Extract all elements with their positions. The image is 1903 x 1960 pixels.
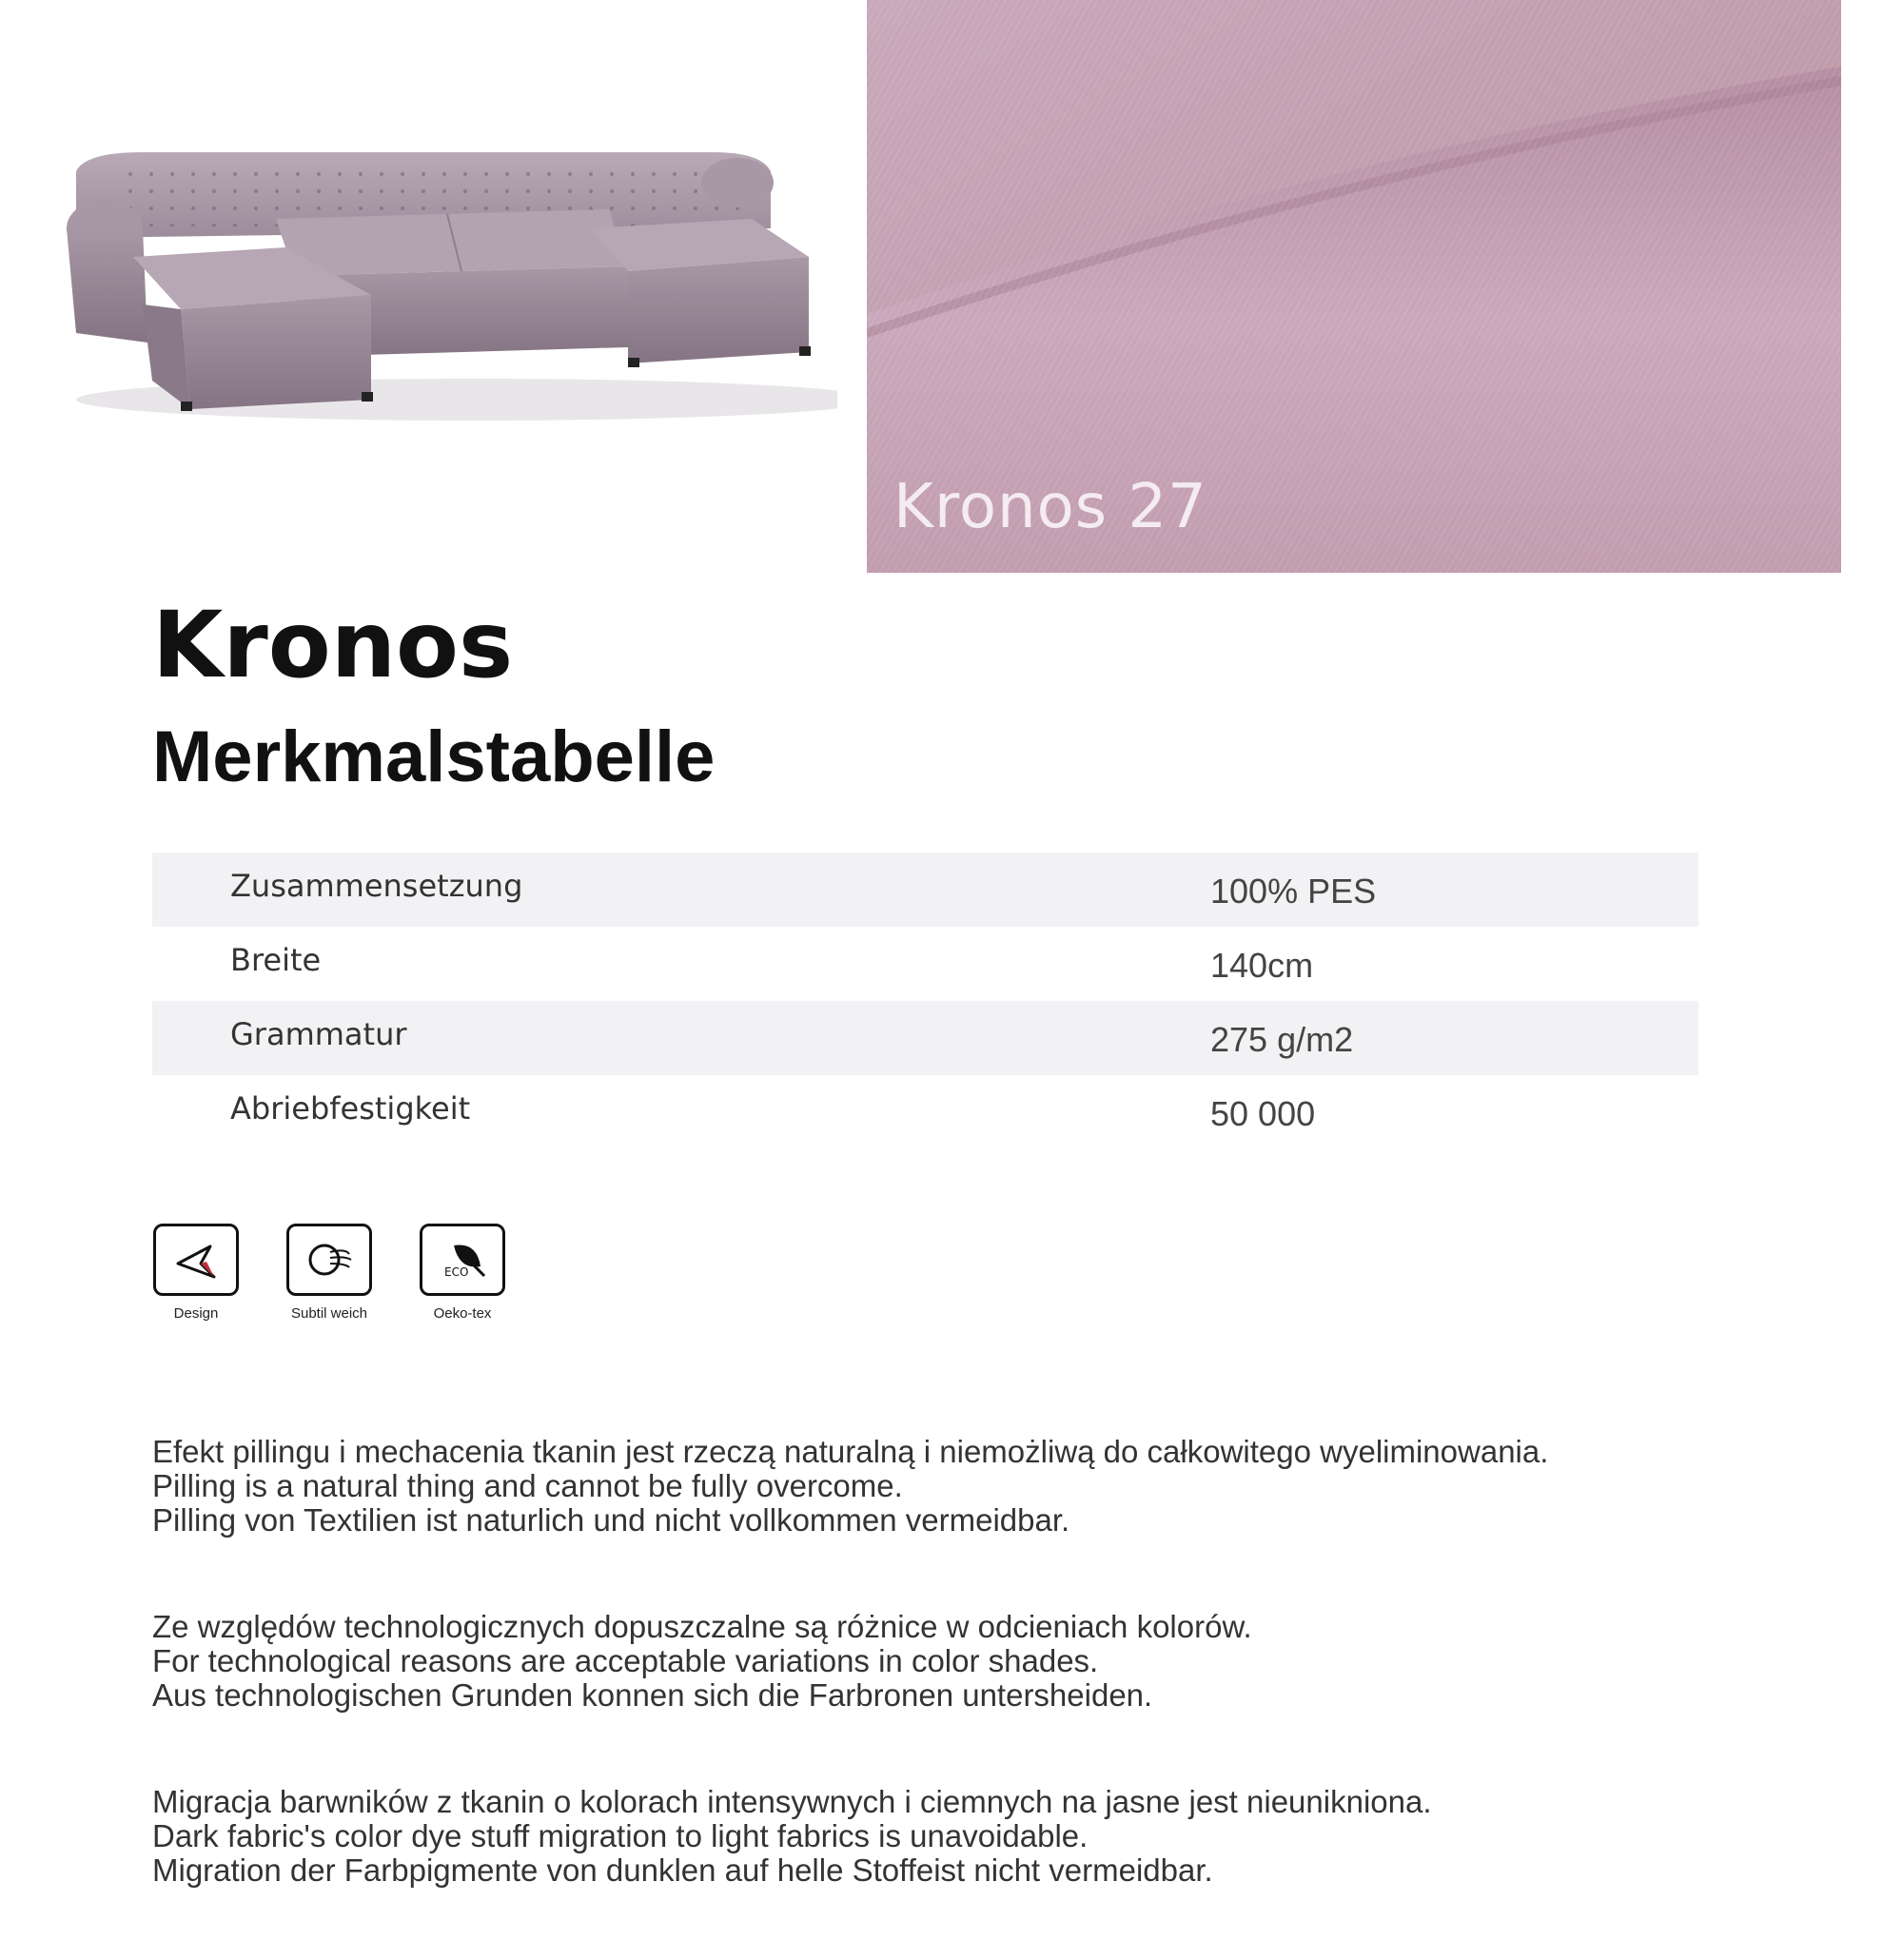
disclaimer-notes — [152, 1435, 1770, 1960]
soft-touch-icon — [286, 1224, 372, 1296]
product-title: Kronos — [152, 592, 514, 698]
spec-row — [152, 1001, 1698, 1075]
swatch-label: Kronos 27 — [893, 472, 1207, 542]
badge-label: Subtil weich — [290, 1305, 368, 1322]
note-line: Migracja barwników z tkanin o kolorach intensywnych i ciemnych na jasne jest nieunikniona. — [152, 1784, 1432, 1819]
eco-leaf-icon — [420, 1224, 505, 1296]
note-line: Pilling is a natural thing and cannot be fully overcome. — [152, 1468, 903, 1503]
note-line: Pilling von Textilien ist naturlich und nicht vollkommen vermeidbar. — [152, 1502, 1070, 1538]
spec-value: 140cm — [1210, 946, 1314, 985]
badge-label: Oeko-tex — [433, 1305, 492, 1322]
note-block — [152, 1785, 1770, 1888]
spec-label: Zusammensetzung — [230, 868, 523, 904]
badge-soft — [285, 1224, 373, 1322]
badge-design — [152, 1224, 240, 1322]
note-line: Efekt pillingu i mechacenia tkanin jest rzeczą naturalną i niemożliwą do całkowitego wyeliminowania. — [152, 1434, 1549, 1469]
spec-row — [152, 853, 1698, 927]
note-line: Dark fabric's color dye stuff migration to light fabrics is unavoidable. — [152, 1818, 1089, 1853]
design-icon — [153, 1224, 239, 1296]
note-line: Migration der Farbpigmente von dunklen auf helle Stoffeist nicht vermeidbar. — [152, 1852, 1213, 1888]
product-subtitle: Merkmalstabelle — [152, 716, 716, 797]
spec-label: Abriebfestigkeit — [230, 1090, 471, 1127]
note-line: Ze względów technologicznych dopuszczalne są różnice w odcieniach kolorów. — [152, 1609, 1252, 1644]
spec-label: Breite — [230, 942, 322, 978]
fabric-swatch — [867, 0, 1841, 573]
note-block — [152, 1435, 1770, 1538]
spec-row — [152, 1075, 1698, 1149]
sofa-photo — [57, 114, 837, 428]
spec-label: Grammatur — [230, 1016, 407, 1052]
badge-oeko — [419, 1224, 506, 1322]
spec-table — [152, 853, 1698, 1149]
spec-row — [152, 927, 1698, 1001]
note-line: For technological reasons are acceptable variations in color shades. — [152, 1643, 1099, 1678]
spec-value: 50 000 — [1210, 1094, 1316, 1133]
eco-icon-text: ECO — [444, 1265, 469, 1279]
spec-value: 275 g/m2 — [1210, 1020, 1354, 1059]
badge-label: Design — [173, 1305, 219, 1322]
spec-value: 100% PES — [1210, 872, 1377, 911]
note-line: Aus technologischen Grunden konnen sich die Farbronen untersheiden. — [152, 1677, 1153, 1713]
note-block — [152, 1610, 1770, 1713]
